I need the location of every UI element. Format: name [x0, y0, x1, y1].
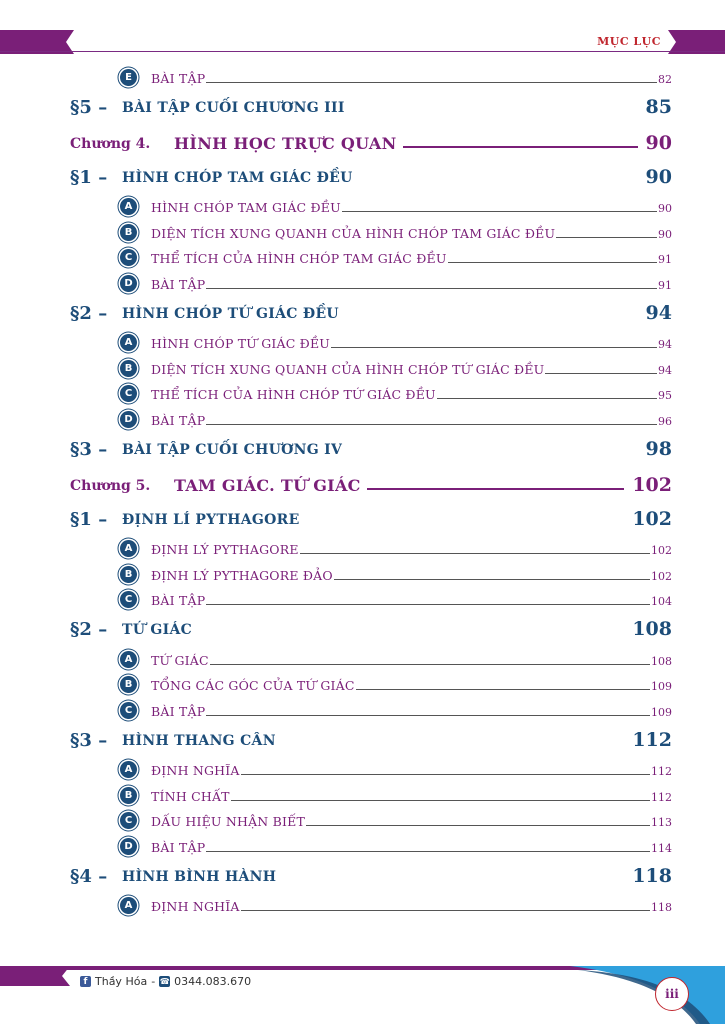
toc-section[interactable]	[70, 296, 672, 330]
chapter-leader-line	[403, 146, 638, 148]
section-page: 85	[645, 95, 672, 118]
item-page: 91	[658, 278, 672, 292]
toc-section[interactable]	[70, 160, 672, 194]
section-number: §4 –	[70, 865, 108, 887]
section-page: 98	[645, 437, 672, 460]
section-title: TỨ GIÁC	[122, 622, 193, 638]
item-letter-badge: C	[120, 591, 137, 608]
toc-item[interactable]	[70, 194, 672, 220]
item-title: HÌNH CHÓP TỨ GIÁC ĐỀU	[151, 336, 331, 351]
section-title: HÌNH THANG CÂN	[122, 732, 276, 749]
chapter-title: TAM GIÁC. TỨ GIÁC	[174, 475, 361, 495]
footer-phone: 0344.083.670	[174, 975, 252, 988]
toc-item[interactable]	[70, 757, 672, 783]
toc-item[interactable]	[70, 219, 672, 245]
item-page: 109	[651, 705, 672, 719]
chapter-leader-line	[367, 488, 625, 490]
section-number: §1 –	[70, 508, 108, 530]
toc-chapter[interactable]	[70, 466, 672, 502]
item-leader-line	[334, 579, 650, 580]
item-letter-badge: C	[120, 812, 137, 829]
item-page: 108	[651, 654, 672, 668]
item-page: 118	[651, 901, 672, 914]
chapter-page: 102	[632, 473, 672, 496]
item-leader-line	[206, 851, 650, 852]
header-rule	[0, 51, 725, 52]
item-page: 91	[658, 253, 672, 266]
item-leader-line	[206, 424, 657, 425]
item-leader-line	[331, 347, 657, 348]
facebook-icon: f	[80, 976, 91, 987]
item-leader-line	[437, 398, 657, 399]
item-leader-line	[545, 373, 657, 374]
item-title: DIỆN TÍCH XUNG QUANH CỦA HÌNH CHÓP TỨ GIÁC ĐỀU	[151, 361, 545, 377]
item-letter-badge: A	[120, 334, 137, 351]
item-title: BÀI TẬP	[151, 70, 206, 86]
toc-item[interactable]	[70, 808, 672, 834]
toc-item[interactable]	[70, 561, 672, 587]
section-page: 118	[632, 864, 672, 887]
item-title: HÌNH CHÓP TAM GIÁC ĐỀU	[151, 200, 341, 215]
toc-item[interactable]	[70, 355, 672, 381]
section-title: ĐỊNH LÍ PYTHAGORE	[122, 511, 300, 528]
item-page: 95	[658, 389, 672, 402]
item-leader-line	[206, 82, 657, 83]
item-title: TỨ GIÁC	[151, 652, 209, 668]
item-letter-badge: B	[120, 566, 137, 583]
section-number: §3 –	[70, 438, 108, 460]
section-number: §2 –	[70, 619, 108, 640]
item-page: 90	[658, 202, 672, 215]
header-title: MỤC LỤC	[597, 35, 661, 48]
item-leader-line	[306, 825, 650, 826]
item-letter-badge: C	[120, 702, 137, 719]
section-title: HÌNH CHÓP TỨ GIÁC ĐỀU	[122, 305, 339, 322]
section-number: §2 –	[70, 302, 108, 324]
table-of-contents	[70, 64, 672, 918]
chapter-label: Chương 5.	[70, 477, 151, 494]
item-leader-line	[206, 288, 657, 289]
item-title: BÀI TẬP	[151, 703, 206, 719]
item-page: 102	[651, 544, 672, 557]
toc-section[interactable]	[70, 859, 672, 893]
item-letter-badge: C	[120, 249, 137, 266]
item-letter-badge: B	[120, 360, 137, 377]
item-letter-badge: B	[120, 787, 137, 804]
section-number: §5 –	[70, 96, 108, 118]
item-leader-line	[448, 262, 657, 263]
section-page: 112	[632, 728, 672, 751]
section-page: 94	[645, 301, 672, 324]
section-title: BÀI TẬP CUỐI CHƯƠNG IV	[122, 441, 343, 458]
item-page: 94	[658, 338, 672, 351]
item-leader-line	[210, 664, 650, 665]
toc-section[interactable]	[70, 432, 672, 466]
item-page: 112	[651, 790, 672, 804]
item-page: 90	[658, 227, 672, 241]
item-leader-line	[356, 689, 650, 690]
item-title: TÍNH CHẤT	[151, 788, 230, 804]
toc-item[interactable]	[70, 245, 672, 271]
section-title: BÀI TẬP CUỐI CHƯƠNG III	[122, 99, 345, 116]
item-title: BÀI TẬP	[151, 276, 206, 292]
item-letter-badge: A	[120, 897, 137, 914]
item-title: DẤU HIỆU NHẬN BIẾT	[151, 814, 305, 829]
chapter-page: 90	[645, 131, 672, 154]
item-page: 109	[651, 680, 672, 693]
toc-item[interactable]	[70, 64, 672, 90]
item-letter-badge: B	[120, 676, 137, 693]
phone-icon: ☎	[159, 977, 170, 986]
item-leader-line	[231, 800, 650, 801]
toc-item[interactable]	[70, 697, 672, 723]
item-letter-badge: D	[120, 838, 137, 855]
item-leader-line	[556, 237, 657, 238]
item-page: 113	[651, 816, 672, 829]
toc-item[interactable]	[70, 381, 672, 407]
toc-item[interactable]	[70, 893, 672, 919]
item-title: TỔNG CÁC GÓC CỦA TỨ GIÁC	[151, 678, 355, 693]
toc-item[interactable]	[70, 782, 672, 808]
toc-section[interactable]	[70, 612, 672, 646]
item-page: 102	[651, 569, 672, 583]
section-page: 102	[632, 507, 672, 530]
item-title: BÀI TẬP	[151, 839, 206, 855]
item-title: DIỆN TÍCH XUNG QUANH CỦA HÌNH CHÓP TAM GIÁC ĐỀU	[151, 225, 556, 241]
item-title: THỂ TÍCH CỦA HÌNH CHÓP TAM GIÁC ĐỀU	[151, 251, 447, 266]
item-page: 104	[651, 595, 672, 608]
item-letter-badge: A	[120, 761, 137, 778]
item-page: 114	[651, 841, 672, 855]
item-letter-badge: C	[120, 385, 137, 402]
toc-item[interactable]	[70, 672, 672, 698]
item-title: ĐỊNH NGHĨA	[151, 899, 240, 914]
item-page: 82	[658, 72, 672, 86]
item-letter-badge: B	[120, 224, 137, 241]
footer-separator: -	[151, 975, 156, 988]
item-title: ĐỊNH LÝ PYTHAGORE ĐẢO	[151, 567, 333, 583]
section-title: HÌNH CHÓP TAM GIÁC ĐỀU	[122, 169, 353, 186]
toc-section[interactable]	[70, 90, 672, 124]
item-leader-line	[206, 715, 650, 716]
toc-item[interactable]	[70, 330, 672, 356]
chapter-title: HÌNH HỌC TRỰC QUAN	[174, 133, 397, 153]
section-title: HÌNH BÌNH HÀNH	[122, 868, 277, 885]
item-letter-badge: A	[120, 540, 137, 557]
item-page: 94	[658, 363, 672, 377]
item-letter-badge: D	[120, 275, 137, 292]
item-title: BÀI TẬP	[151, 593, 206, 608]
item-letter-badge: A	[120, 198, 137, 215]
item-page: 112	[651, 765, 672, 778]
toc-item[interactable]	[70, 646, 672, 672]
item-page: 96	[658, 414, 672, 428]
item-letter-badge: D	[120, 411, 137, 428]
page-number: iii	[655, 977, 689, 1011]
item-leader-line	[206, 604, 650, 605]
footer-author: Thầy Hóa	[95, 975, 148, 988]
section-page: 108	[632, 618, 672, 640]
section-number: §1 –	[70, 166, 108, 188]
toc-item[interactable]	[70, 833, 672, 859]
toc-section[interactable]	[70, 723, 672, 757]
item-letter-badge: E	[120, 69, 137, 86]
section-page: 90	[645, 165, 672, 188]
toc-item[interactable]	[70, 536, 672, 562]
item-leader-line	[241, 910, 650, 911]
toc-item[interactable]	[70, 587, 672, 613]
section-number: §3 –	[70, 729, 108, 751]
item-letter-badge: A	[120, 651, 137, 668]
item-leader-line	[342, 211, 657, 212]
chapter-label: Chương 4.	[70, 135, 151, 152]
item-leader-line	[300, 553, 650, 554]
footer-contact	[80, 975, 251, 988]
toc-item[interactable]	[70, 406, 672, 432]
item-title: ĐỊNH LÝ PYTHAGORE	[151, 542, 299, 557]
item-leader-line	[241, 774, 650, 775]
item-title: BÀI TẬP	[151, 412, 206, 428]
item-title: ĐỊNH NGHĨA	[151, 763, 240, 778]
toc-chapter[interactable]	[70, 124, 672, 160]
toc-item[interactable]	[70, 270, 672, 296]
item-title: THỂ TÍCH CỦA HÌNH CHÓP TỨ GIÁC ĐỀU	[151, 387, 436, 402]
toc-section[interactable]	[70, 502, 672, 536]
